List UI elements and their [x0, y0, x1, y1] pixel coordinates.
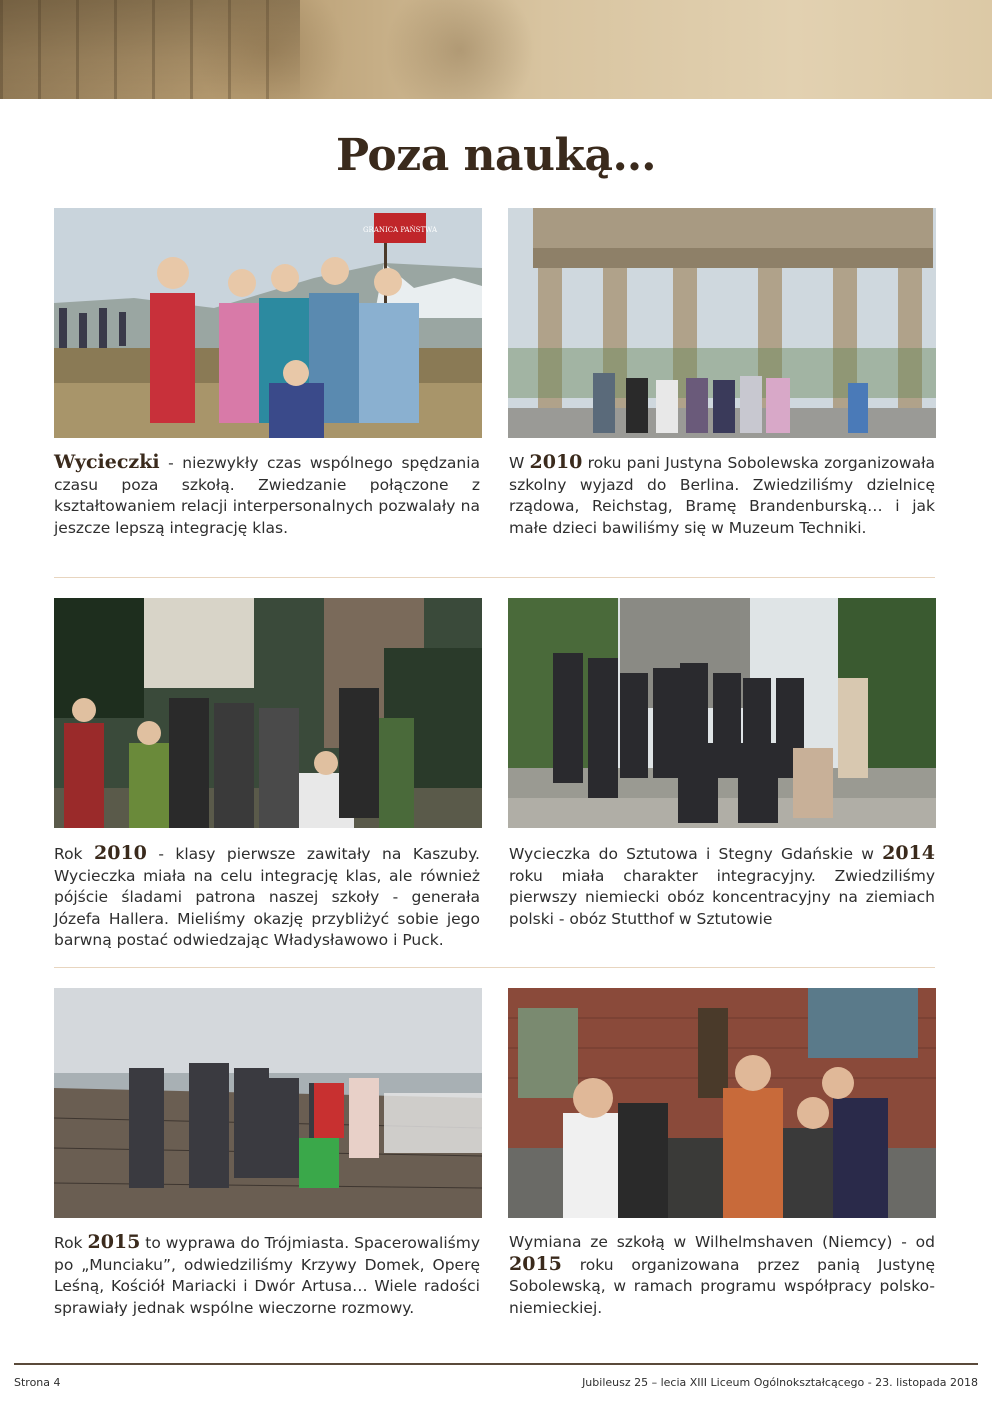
caption-wilhelmshaven: [509, 1232, 935, 1319]
caption-year: 2010: [529, 451, 583, 473]
caption-text: roku miała charakter integracyjny. Zwiedziliśmy pierwszy niemiecki obóz koncentracyjny na ziemiach polski - obóz Stutthof w Sztutowie: [509, 866, 935, 928]
caption-text: to wyprawa do Trójmiasta. Spacerowaliśmy po „Munciaku”, odwiedziliśmy Krzywy Domek, Operę Leśną, Kościół Mariacki i Dwór Artusa… Wiele radości sprawiały jednak wspólne wieczorne rozmowy.: [54, 1234, 480, 1317]
caption-text: - niezwykły czas wspólnego spędzania czasu poza szkołą. Zwiedzanie połączone z kształtowaniem relacji interpersonalnych pozwalały na jeszcze lepszą integrację klas.: [54, 454, 480, 537]
header-photo-band: [0, 0, 992, 99]
photo-wilhelmshaven: [508, 988, 936, 1218]
caption-year: 2015: [509, 1252, 562, 1275]
caption-text: roku organizowana przez panią Justynę Sobolewską, w ramach programu współpracy polsko-niemieckiej.: [509, 1255, 935, 1317]
caption-trips: [54, 452, 480, 539]
footer-page-number: Strona 4: [14, 1376, 61, 1389]
tree-silhouette: [190, 0, 350, 99]
caption-year: 2010: [94, 842, 147, 864]
photo-stutthof: [508, 598, 936, 828]
caption-text-before: Wymiana ze szkołą w Wilhelmshaven (Niemcy) - od: [509, 1233, 935, 1251]
footer-rule: [14, 1363, 978, 1365]
photo-sopot-pier: [54, 988, 482, 1218]
caption-trojmiasto: [54, 1232, 480, 1319]
tree-silhouette: [380, 0, 540, 99]
caption-stutthof: [509, 843, 935, 930]
caption-year: 2015: [87, 1231, 141, 1253]
caption-kaszuby: [54, 843, 480, 952]
caption-lead: Wycieczki: [54, 451, 160, 473]
caption-year: 2014: [882, 842, 935, 864]
photo-brandenburg-gate: [508, 208, 936, 438]
photo-mountain-trip: [54, 208, 482, 438]
caption-berlin: [509, 452, 935, 539]
page-title: Poza nauką…: [335, 130, 657, 181]
caption-text: - klasy pierwsze zawitały na Kaszuby. Wycieczka miała na celu integrację klas, ale również pójście śladami patrona naszej szkoły - generała Józefa Hallera. Mieliśmy okazję przybliżyć sobie jego barwną postać odwiedzając Władysławowo i Puck.: [54, 845, 480, 949]
section-separator: [54, 577, 935, 578]
caption-text-before: Rok: [54, 1234, 88, 1252]
caption-text-before: Rok: [54, 845, 94, 863]
caption-text-before: Wycieczka do Sztutowa i Stegny Gdańskie w: [509, 845, 883, 863]
photo-kaszuby: [54, 598, 482, 828]
caption-text-before: W: [509, 454, 530, 472]
section-separator: [54, 967, 935, 968]
border-sign-text: GRANICA PAŃSTWA: [362, 226, 438, 234]
caption-text: roku pani Justyna Sobolewska zorganizowała szkolny wyjazd do Berlina. Zwiedziliśmy dzielnicę rządowa, Reichstag, Bramę Brandenburską… i jak małe dzieci bawiliśmy się w Muzeum Techniki.: [509, 454, 935, 537]
footer-event-title: Jubileusz 25 – lecia XIII Liceum Ogólnokształcącego - 23. listopada 2018: [582, 1376, 978, 1389]
